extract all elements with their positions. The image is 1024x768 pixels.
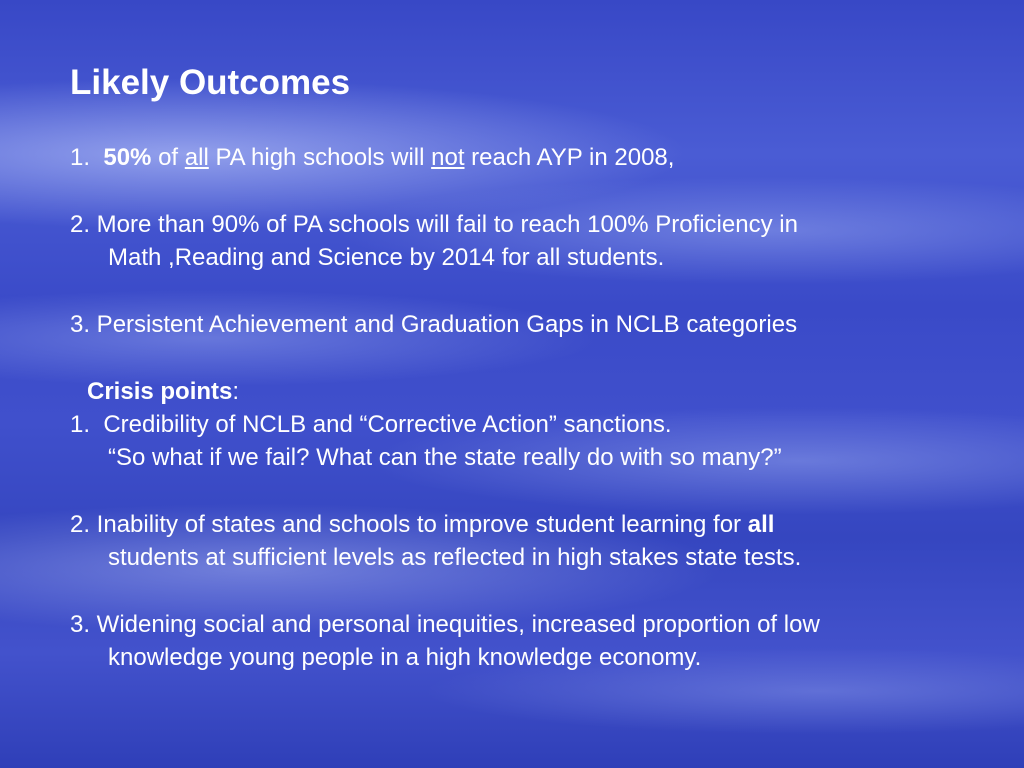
outcome-1-middle: PA high schools will xyxy=(215,144,425,171)
outcome-1-of: of xyxy=(158,144,179,171)
outcome-1-not: not xyxy=(431,144,465,171)
outcome-2-line-1: 2. More than 90% of PA schools will fail to reach 100% Proficiency in xyxy=(70,211,798,238)
crisis-2-line-2: students at sufficient levels as reflected in high stakes state tests. xyxy=(108,544,802,571)
outcome-3-line-1: 3. Persistent Achievement and Graduation Gaps in NCLB categories xyxy=(70,311,798,338)
crisis-item-2 xyxy=(70,508,970,541)
crisis-heading xyxy=(70,375,970,408)
crisis-heading-colon: : xyxy=(232,378,240,405)
slide-title: Likely Outcomes xyxy=(70,63,351,102)
outcome-item-1 xyxy=(70,141,970,174)
crisis-item-3 xyxy=(70,608,970,641)
outcome-1-percent: 50% xyxy=(103,144,152,171)
crisis-item-2-continued xyxy=(70,541,970,574)
crisis-3-line-2: knowledge young people in a high knowledge economy. xyxy=(108,644,702,671)
crisis-2-bold-all: all xyxy=(747,511,775,538)
crisis-1-line-2: “So what if we fail? What can the state really do with so many?” xyxy=(108,444,782,471)
outcome-item-3 xyxy=(70,308,970,341)
outcome-1-end: reach AYP in 2008, xyxy=(471,144,675,171)
crisis-3-line-1: 3. Widening social and personal inequities, increased proportion of low xyxy=(70,611,820,638)
crisis-item-3-continued xyxy=(70,641,970,674)
outcome-1-all: all xyxy=(184,144,209,171)
outcome-item-2 xyxy=(70,208,970,241)
crisis-item-1-continued xyxy=(70,441,970,474)
slide-content xyxy=(70,62,970,674)
outcome-2-line-2: Math ,Reading and Science by 2014 for all students. xyxy=(108,244,665,271)
crisis-heading-label: Crisis points xyxy=(87,378,233,405)
crisis-2-line-1: 2. Inability of states and schools to improve student learning for xyxy=(70,511,742,538)
crisis-item-1 xyxy=(70,408,970,441)
outcome-item-2-continued xyxy=(70,241,970,274)
crisis-1-line-1: 1. Credibility of NCLB and “Corrective Action” sanctions. xyxy=(70,411,672,438)
outcome-1-number: 1. xyxy=(70,144,91,171)
